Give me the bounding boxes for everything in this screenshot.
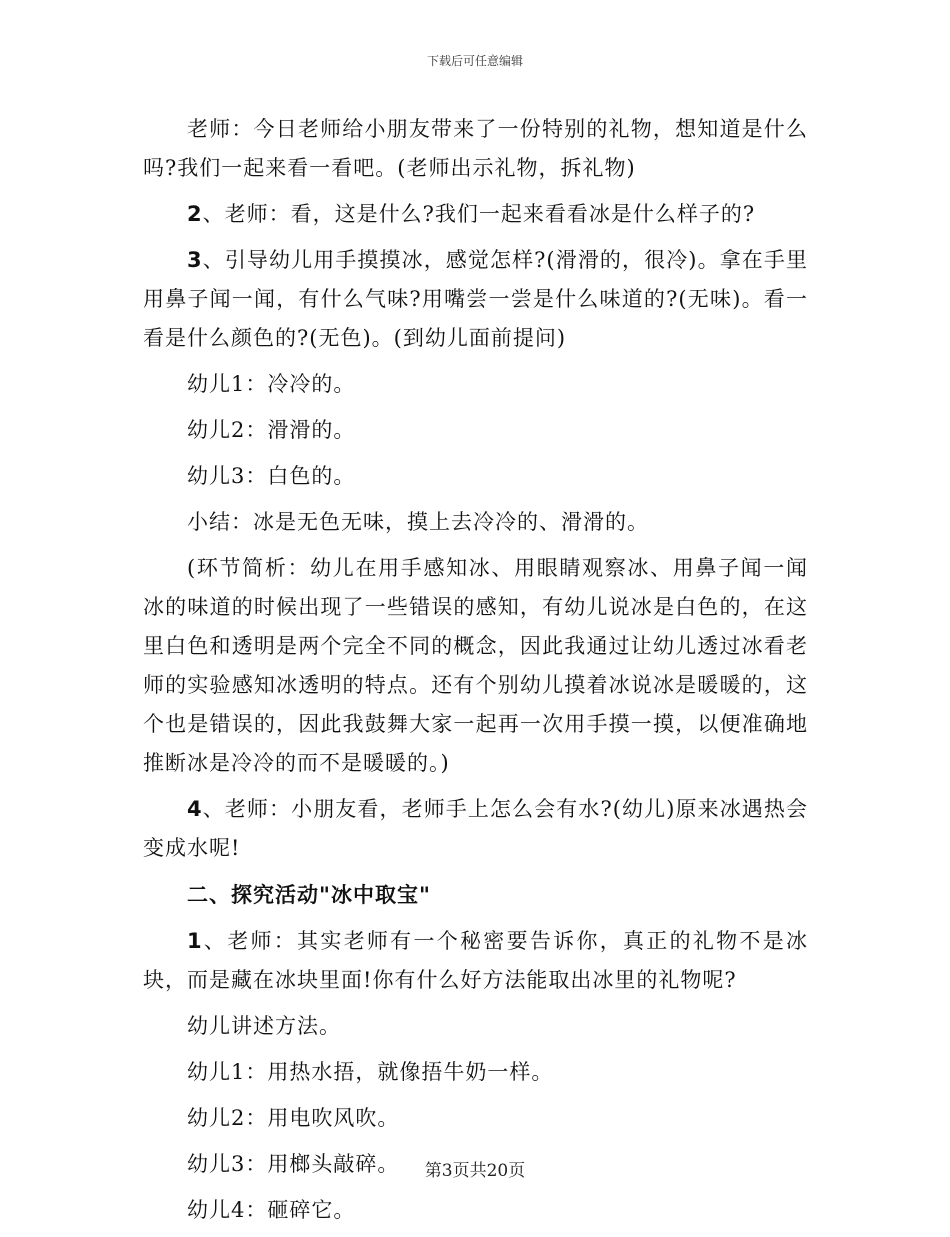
paragraph-text: 幼儿1：冷冷的。	[187, 372, 356, 396]
paragraph-number: 1	[187, 929, 203, 953]
paragraph-step-1	[143, 922, 808, 1000]
page-header: 下载后可任意编辑	[426, 54, 523, 68]
document-body	[143, 110, 808, 1237]
paragraph-text: 、老师：看，这是什么?我们一起来看看冰是什么样子的?	[202, 202, 756, 226]
paragraph-method-2	[143, 1099, 808, 1138]
paragraph-child-3	[143, 457, 808, 496]
paragraph-text: 、老师：小朋友看，老师手上怎么会有水?(幼儿)原来冰遇热会变成水呢!	[143, 797, 808, 860]
paragraph-number: 3	[187, 248, 203, 272]
page-footer: 第3页共20页	[424, 1161, 526, 1181]
paragraph-text: 小结：冰是无色无味，摸上去冷冷的、滑滑的。	[187, 510, 649, 534]
paragraph-analysis	[143, 549, 808, 783]
paragraph-method-4	[143, 1191, 808, 1230]
paragraph-step-2	[143, 195, 808, 234]
paragraph-step-4	[143, 790, 808, 868]
paragraph-methods	[143, 1007, 808, 1046]
paragraph-text: 幼儿2：用电吹风吹。	[187, 1106, 400, 1130]
paragraph-text: 幼儿1：用热水捂，就像捂牛奶一样。	[187, 1060, 554, 1084]
paragraph-child-2	[143, 411, 808, 450]
paragraph-child-1	[143, 365, 808, 404]
section-heading	[143, 875, 808, 915]
paragraph-text: 幼儿4：砸碎它。	[187, 1198, 356, 1222]
paragraph-step-3	[143, 241, 808, 358]
paragraph-summary	[143, 503, 808, 542]
paragraph-number: 4	[187, 797, 203, 821]
paragraph-text: (环节简析：幼儿在用手感知冰、用眼睛观察冰、用鼻子闻一闻冰的味道的时候出现了一些错误的感知，有幼儿说冰是白色的，在这里白色和透明是两个完全不同的概念，因此我通过让幼儿透过冰看老师的实验感知冰透明的特点。还有个别幼儿摸着冰说冰是暖暖的，这个也是错误的，因此我鼓舞大家一起再一次用手摸一摸，以便准确地推断冰是冷冷的而不是暖暖的。)	[143, 556, 808, 775]
paragraph-text: 、老师：其实老师有一个秘密要告诉你，真正的礼物不是冰块，而是藏在冰块里面!你有什么好方法能取出冰里的礼物呢?	[143, 929, 808, 992]
paragraph-text: 幼儿讲述方法。	[187, 1014, 341, 1038]
paragraph-teacher-gift	[143, 110, 808, 188]
paragraph-text: 幼儿2：滑滑的。	[187, 418, 356, 442]
section-heading-text: 二、探究活动"冰中取宝"	[187, 882, 431, 907]
paragraph-text: 老师：今日老师给小朋友带来了一份特别的礼物，想知道是什么吗?我们一起来看一看吧。(老师出示礼物，拆礼物)	[143, 117, 808, 180]
paragraph-text: 幼儿3：用榔头敲碎。	[187, 1152, 400, 1176]
paragraph-number: 2	[187, 202, 203, 226]
paragraph-text: 幼儿3：白色的。	[187, 464, 356, 488]
paragraph-method-1	[143, 1053, 808, 1092]
paragraph-text: 、引导幼儿用手摸摸冰，感觉怎样?(滑滑的，很冷)。拿在手里用鼻子闻一闻，有什么气味?用嘴尝一尝是什么味道的?(无味)。看一看是什么颜色的?(无色)。(到幼儿面前提问)	[143, 248, 808, 350]
